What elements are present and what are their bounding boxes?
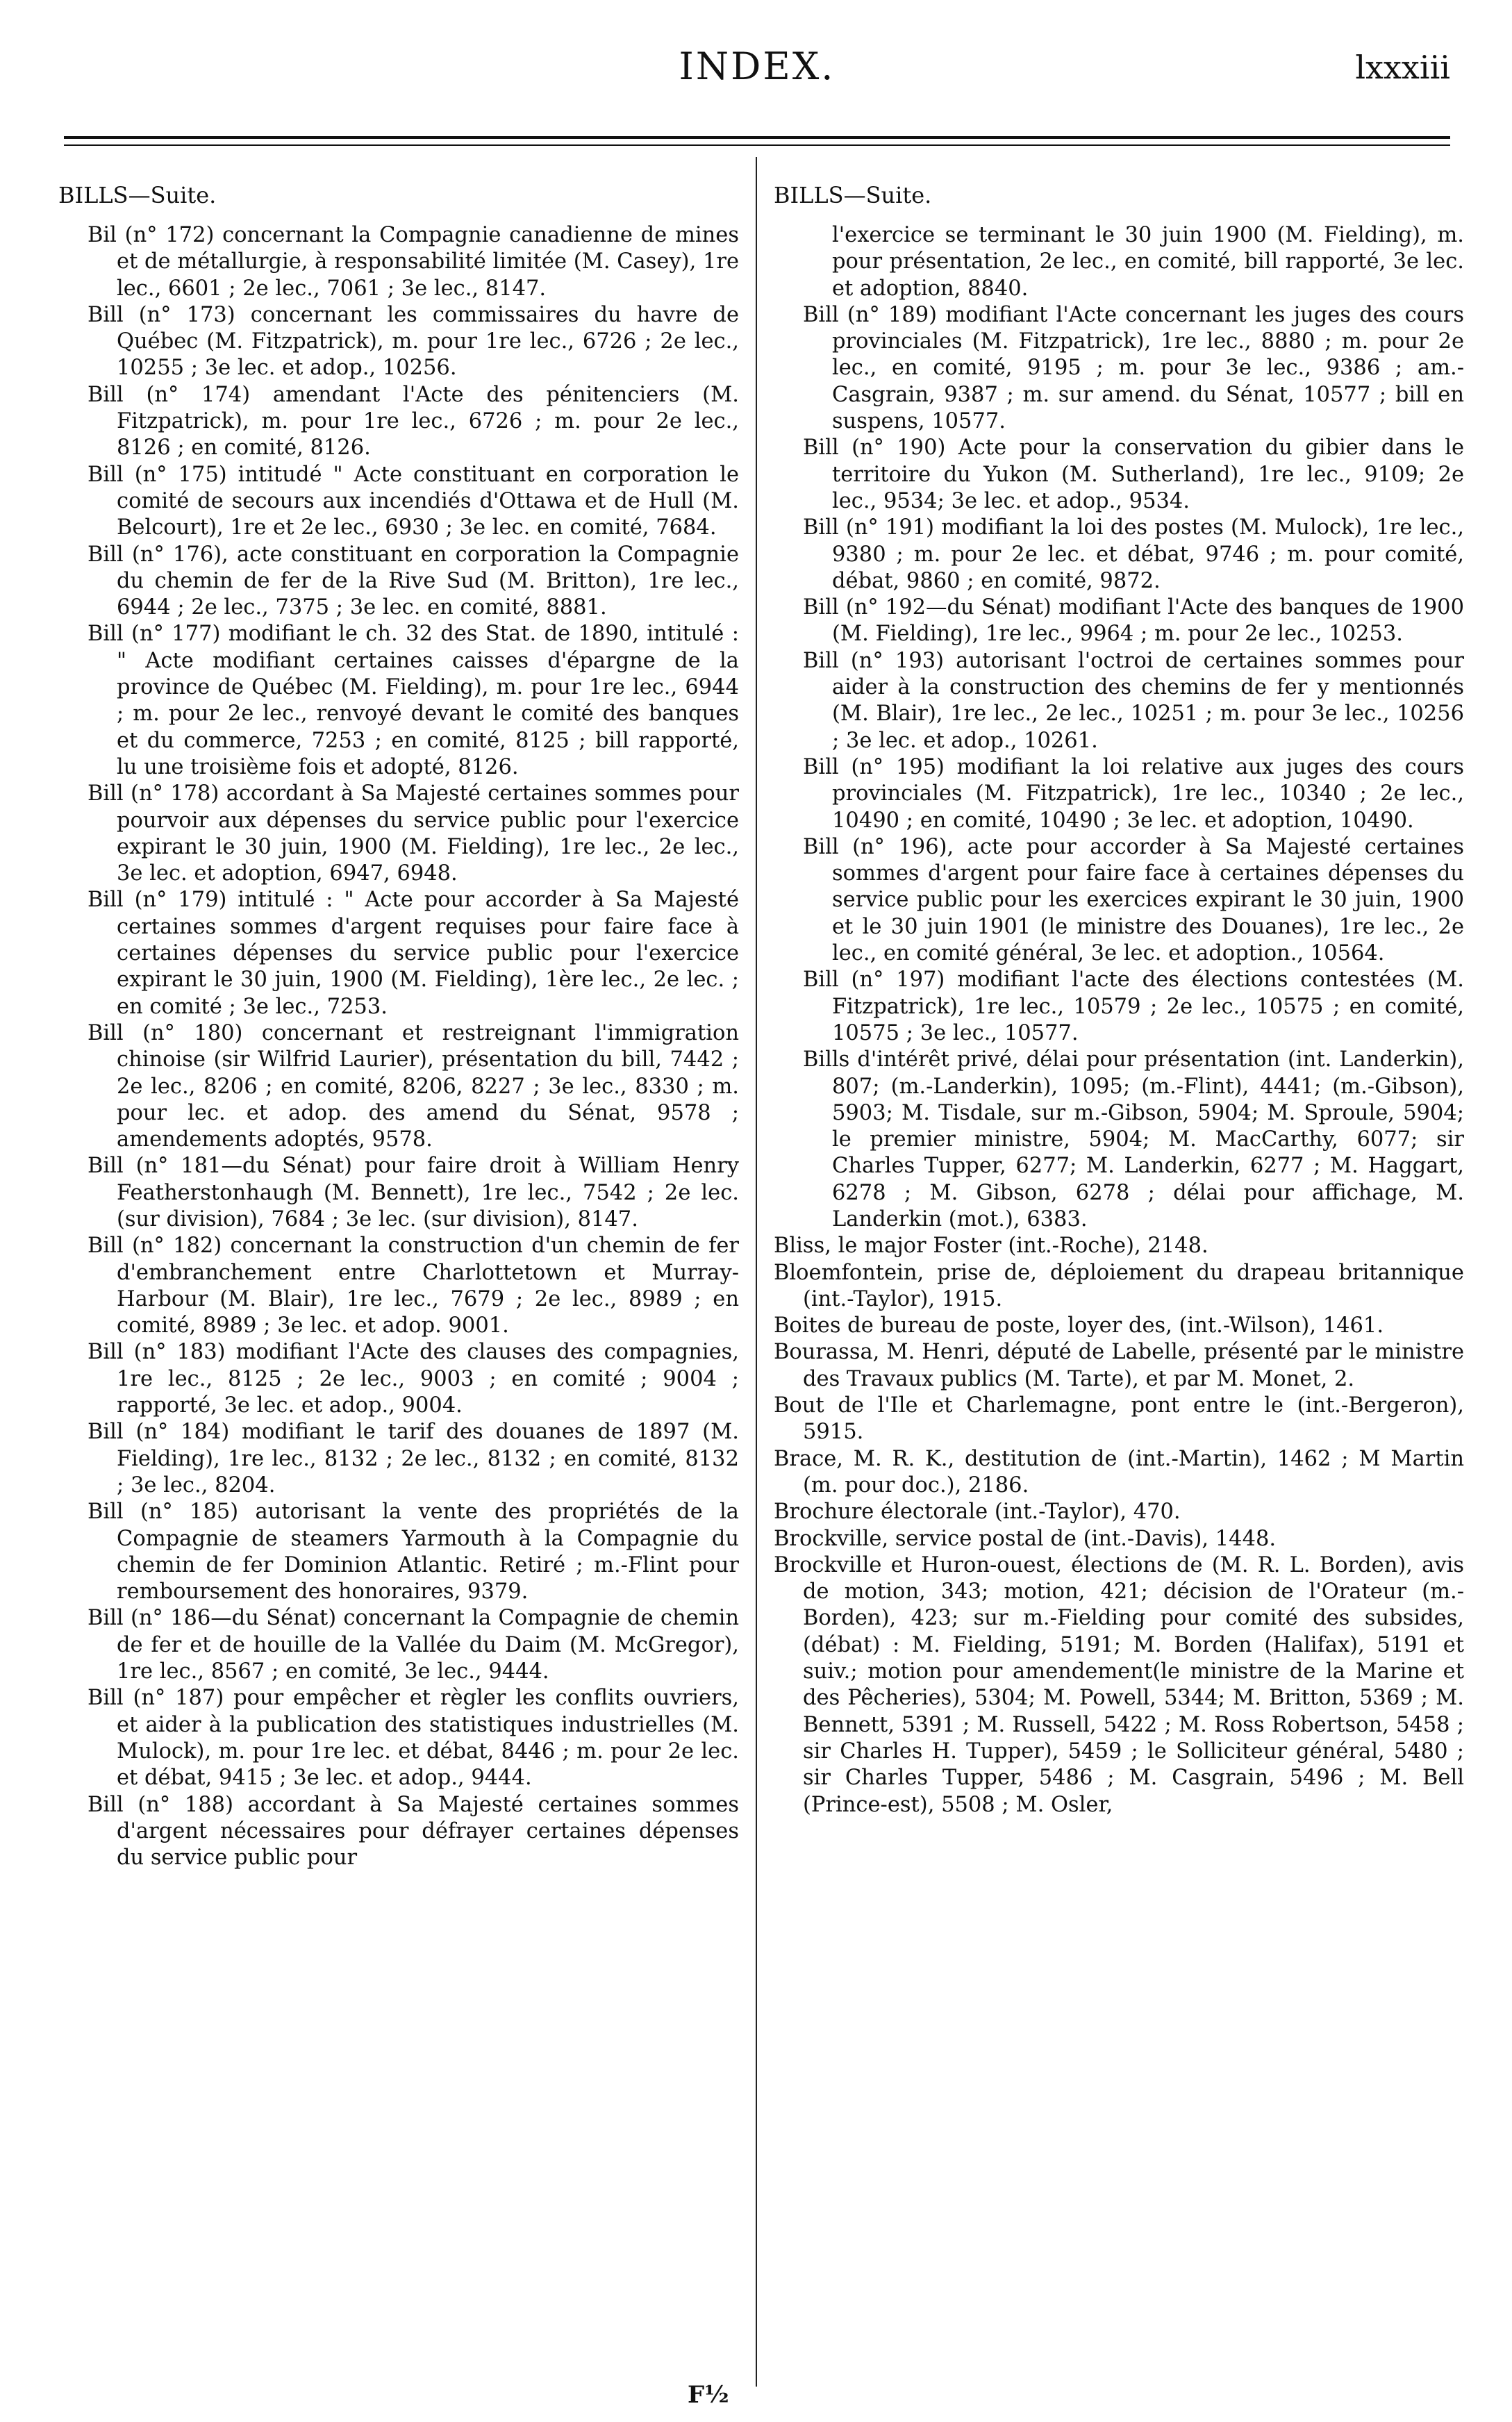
index-entry-top: Brace, M. R. K., destitution de (int.-Martin), 1462 ; M Martin (m. pour doc.), 2186. — [774, 1446, 1464, 1498]
index-entry: Bill (n° 185) autorisant la vente des propriétés de la Compagnie de steamers Yarmouth à la Compagnie du chemin de fer Dominion Atlantic. Retiré ; m.-Flint pour remboursement des honoraires, 9379. — [88, 1500, 739, 1604]
index-entry: Bill (n° 190) Acte pour la conservation du gibier dans le territoire du Yukon (M. Sutherland), 1re lec., 9109; 2e lec., 9534; 3e lec. et adop., 9534. — [803, 436, 1464, 513]
index-entry: Bill (n° 176), acte constituant en corporation la Compagnie du chemin de fer de la Rive Sud (M. Britton), 1re lec., 6944 ; 2e lec., 7375 ; 3e lec. en comité, 8881. — [88, 542, 739, 620]
index-entry-top: Bloemfontein, prise de, déploiement du drapeau britannique (int.-Taylor), 1915. — [774, 1260, 1464, 1311]
index-entry: Bill (n° 191) modifiant la loi des postes (M. Mulock), 1re lec., 9380 ; m. pour 2e lec. et débat, 9746 ; m. pour comité, débat, 9860 ; en comité, 9872. — [803, 515, 1464, 593]
index-entry-continuation: l'exercice se terminant le 30 juin 1900 (M. Fielding), m. pour présentation, 2e lec., en comité, bill rapporté, 3e lec. et adoption, 8840. — [832, 223, 1464, 301]
left-column-heading: BILLS—Suite. — [58, 182, 217, 208]
index-entry: Bill (n° 196), acte pour accorder à Sa Majesté certaines sommes d'argent pour faire face à certaines dépenses du service public pour les exercices expirant le 30 juin, 1900 et le 30 juin 1901 (le ministre des Douanes), 1re lec., 2e lec., en comité général, 3e lec. et adoption., 10564. — [803, 834, 1464, 966]
index-entry: Bill (n° 193) autorisant l'octroi de certaines sommes pour aider à la construction des chemins de fer y mentionnés (M. Blair), 1re lec., 2e lec., 10251 ; m. pour 3e lec., 10256 ; 3e lec. et adop., 10261. — [803, 648, 1464, 753]
page-title: INDEX. — [679, 44, 836, 88]
index-entry-top: Brochure électorale (int.-Taylor), 470. — [774, 1500, 1181, 1525]
index-entry-top: Bourassa, M. Henri, député de Labelle, présenté par le ministre des Travaux publics (M. Tarte), et par M. Monet, 2. — [774, 1340, 1464, 1391]
index-entry: Bill (n° 192—du Sénat) modifiant l'Acte des banques de 1900 (M. Fielding), 1re lec., 9964 ; m. pour 2e lec., 10253. — [803, 595, 1464, 647]
header-rule-thick — [64, 136, 1450, 139]
header-rule-thin — [64, 144, 1450, 146]
index-entry: Bill (n° 177) modifiant le ch. 32 des Stat. de 1890, intitulé : " Acte modifiant certaines caisses d'épargne de la province de Québec (M. Fielding), m. pour 1re lec., 6944 ; m. pour 2e lec., renvoyé devant le comité des banques et du commerce, 7253 ; en comité, 8125 ; bill rapporté, lu une troisième fois et adopté, 8126. — [88, 622, 739, 779]
index-entry-top: Brockville, service postal de (int.-Davis), 1448. — [774, 1526, 1277, 1551]
right-column — [774, 182, 1464, 1818]
index-entry: Bills d'intérêt privé, délai pour présentation (int. Landerkin), 807; (m.-Landerkin), 1095; (m.-Flint), 4441; (m.-Gibson), 5903; M. Tisdale, sur m.-Gibson, 5904; M. Sproule, 5904; le premier ministre, 5904; M. MacCarthy, 6077; sir Charles Tupper, 6277; M. Landerkin, 6277 ; M. Haggart, 6278 ; M. Gibson, 6278 ; délai pour affichage, M. Landerkin (mot.), 6383. — [803, 1047, 1464, 1231]
index-entry: Bill (n° 195) modifiant la loi relative aux juges des cours provinciales (M. Fitzpatrick), 1re lec., 10340 ; 2e lec., 10490 ; en comité, 10490 ; 3e lec. et adoption, 10490. — [803, 754, 1464, 833]
index-entry: Bill (n° 186—du Sénat) concernant la Compagnie de chemin de fer et de houille de la Vallée du Daim (M. McGregor), 1re lec., 8567 ; en comité, 3e lec., 9444. — [88, 1606, 739, 1684]
index-entry: Bill (n° 180) concernant et restreignant l'immigration chinoise (sir Wilfrid Laurier), présentation du bill, 7442 ; 2e lec., 8206 ; en comité, 8206, 8227 ; 3e lec., 8330 ; m. pour lec. et adop. des amend du Sénat, 9578 ; amendements adoptés, 9578. — [88, 1020, 739, 1152]
index-entry: Bill (n° 175) intitudé " Acte constituant en corporation le comité de secours aux incendiés d'Ottawa et de Hull (M. Belcourt), 1re et 2e lec., 6930 ; 3e lec. en comité, 7684. — [88, 462, 739, 540]
page-header — [64, 44, 1450, 100]
index-entry: Bill (n° 181—du Sénat) pour faire droit à William Henry Featherstonhaugh (M. Bennett), 1re lec., 7542 ; 2e lec. (sur division), 7684 ; 3e lec. (sur division), 8147. — [88, 1154, 739, 1231]
index-entry: Bill (n° 183) modifiant l'Acte des clauses des compagnies, 1re lec., 8125 ; 2e lec., 9003 ; en comité ; 9004 ; rapporté, 3e lec. et adop., 9004. — [88, 1340, 739, 1418]
index-entry: Bill (n° 197) modifiant l'acte des élections contestées (M. Fitzpatrick), 1re lec., 10579 ; 2e lec., 10575 ; en comité, 10575 ; 3e lec., 10577. — [803, 968, 1464, 1045]
index-entry: Bill (n° 188) accordant à Sa Majesté certaines sommes d'argent nécessaires pour défrayer certaines dépenses du service public pour — [88, 1792, 739, 1871]
index-entry: Bill (n° 189) modifiant l'Acte concernant les juges des cours provinciales (M. Fitzpatrick), 1re lec., 8880 ; m. pour 2e lec., en comité, 9195 ; m. pour 3e lec., 9386 ; am.-Casgrain, 9387 ; m. sur amend. du Sénat, 10577 ; bill en suspens, 10577. — [803, 302, 1464, 434]
column-divider — [756, 157, 757, 2387]
index-entry-top: Bliss, le major Foster (int.-Roche), 2148. — [774, 1234, 1208, 1259]
index-entry: Bil (n° 172) concernant la Compagnie canadienne de mines et de métallurgie, à responsabilité limitée (M. Casey), 1re lec., 6601 ; 2e lec., 7061 ; 3e lec., 8147. — [88, 223, 739, 301]
right-column-heading: BILLS—Suite. — [774, 182, 932, 208]
index-entry: Bill (n° 184) modifiant le tarif des douanes de 1897 (M. Fielding), 1re lec., 8132 ; 2e lec., 8132 ; en comité, 8132 ; 3e lec., 8204. — [88, 1420, 739, 1498]
index-entry: Bill (n° 182) concernant la construction d'un chemin de fer d'embranchement entre Charlottetown et Murray-Harbour (M. Blair), 1re lec., 7679 ; 2e lec., 8989 ; en comité, 8989 ; 3e lec. et adop. 9001. — [88, 1234, 739, 1338]
index-entry-top: Brockville et Huron-ouest, élections de (M. R. L. Borden), avis de motion, 343; motion, 421; décision de l'Orateur (m.-Borden), 423; sur m.-Fielding pour comité des subsides, (débat) : M. Fielding, 5191; M. Borden (Halifax), 5191 et suiv.; motion pour amendement(le ministre de la Marine et des Pêcheries), 5304; M. Powell, 5344; M. Britton, 5369 ; M. Bennett, 5391 ; M. Russell, 5422 ; M. Ross Robertson, 5458 ; sir Charles H. Tupper), 5459 ; le Solliciteur général, 5480 ; sir Charles Tupper, 5486 ; M. Casgrain, 5496 ; M. Bell (Prince-est), 5508 ; M. Osler, — [774, 1552, 1464, 1817]
left-column — [58, 182, 739, 1871]
index-entry-top: Boites de bureau de poste, loyer des, (int.-Wilson), 1461. — [774, 1313, 1384, 1338]
index-entry: Bill (n° 173) concernant les commissaires du havre de Québec (M. Fitzpatrick), m. pour 1re lec., 6726 ; 2e lec., 10255 ; 3e lec. et adop., 10256. — [88, 302, 739, 381]
printer-signature: F½ — [688, 2381, 729, 2409]
index-entry: Bill (n° 178) accordant à Sa Majesté certaines sommes pour pourvoir aux dépenses du service public pour l'exercice expirant le 30 juin, 1900 (M. Fielding), 1re lec., 2e lec., 3e lec. et adoption, 6947, 6948. — [88, 781, 739, 886]
index-entry: Bill (n° 187) pour empêcher et règler les conflits ouvriers, et aider à la publication des statistiques industrielles (M. Mulock), m. pour 1re lec. et débat, 8446 ; m. pour 2e lec. et débat, 9415 ; 3e lec. et adop., 9444. — [88, 1686, 739, 1791]
page-number: lxxxiii — [1355, 49, 1450, 86]
index-entry: Bill (n° 174) amendant l'Acte des pénitenciers (M. Fitzpatrick), m. pour 1re lec., 6726 ; m. pour 2e lec., 8126 ; en comité, 8126. — [88, 382, 739, 461]
index-entry: Bill (n° 179) intitulé : " Acte pour accorder à Sa Majesté certaines sommes d'argent requises pour faire face à certaines dépenses du service public pour l'exercice expirant le 30 juin, 1900 (M. Fielding), 1ère lec., 2e lec. ; en comité ; 3e lec., 7253. — [88, 888, 739, 1019]
index-entry-top: Bout de l'Ile et Charlemagne, pont entre le (int.-Bergeron), 5915. — [774, 1393, 1464, 1445]
